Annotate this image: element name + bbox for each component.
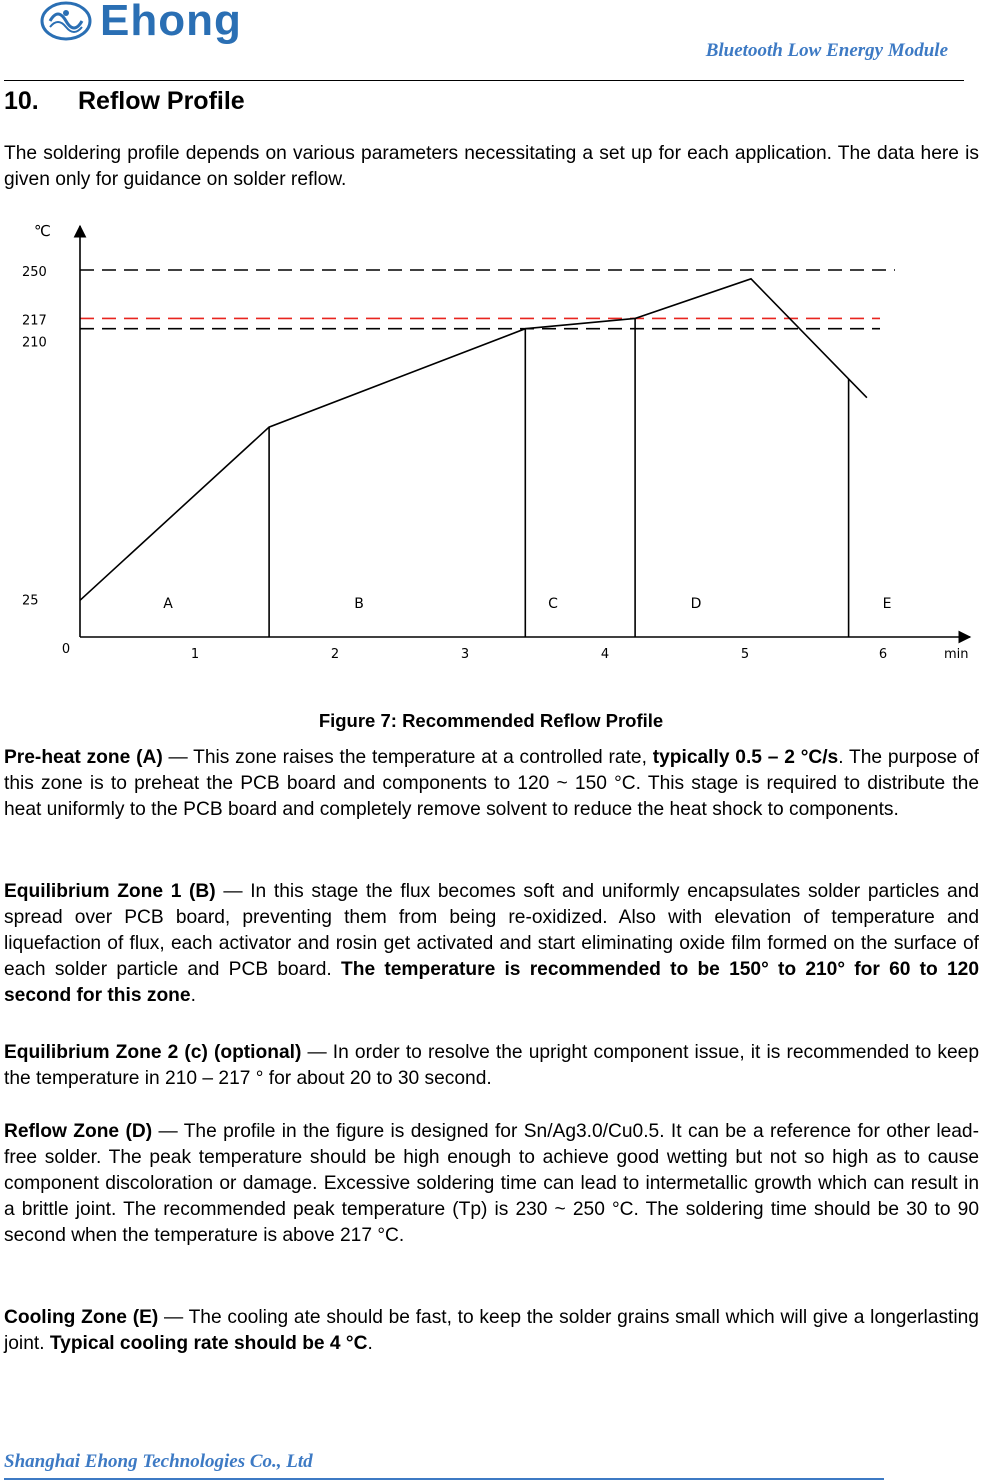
x-tick-label: 6 <box>878 647 888 662</box>
reflow-text: — The profile in the figure is designed for Sn/Ag3.0/Cu0.5. It can be a reference for other lead-free solder. The peak temperature should be high enough to achieve good wetting but not so high as to cause component discoloration or damage. Excessive soldering time can lead to intermetallic growth which can result in a brittle joint. The recommended peak temperature (Tp) is 230 ~ 250 °C. The soldering time should be 30 to 90 second when the temperature is above 217 °C. <box>4 1121 979 1246</box>
cooling-rate: Typical cooling rate should be 4 °C <box>49 1333 368 1354</box>
y-tick-label: 217 <box>22 313 47 329</box>
zone-label-b: B <box>354 596 364 612</box>
preheat-rate: typically 0.5 – 2 °C/s <box>652 747 839 768</box>
reflow-title: Reflow Zone (D) <box>4 1121 153 1142</box>
temperature-profile-line <box>80 279 867 600</box>
document-title: Bluetooth Low Energy Module <box>705 40 948 61</box>
equilibrium-2-text: — In order to resolve the upright component issue, it is recommended to keep the temperature in 210 – 217 ° for about 20 to 30 second. <box>4 1042 979 1089</box>
figure-caption: Figure 7: Recommended Reflow Profile <box>318 710 664 731</box>
preheat-paragraph <box>4 745 979 823</box>
x-axis-unit: min <box>944 647 969 662</box>
section-number: 10. <box>4 87 39 115</box>
section-heading <box>4 87 245 116</box>
ehong-logo-icon <box>38 0 98 44</box>
preheat-text: — This zone raises the temperature at a controlled rate, <box>162 747 653 768</box>
cooling-text: — The cooling ate should be fast, to keep the solder grains small which will give a longerlasting joint. <box>4 1307 979 1354</box>
reflow-paragraph <box>4 1119 979 1249</box>
section-title: Reflow Profile <box>78 87 245 115</box>
equilibrium-2-paragraph <box>4 1040 979 1092</box>
y-tick-label: 25 <box>22 593 39 609</box>
footer-divider <box>4 1478 884 1480</box>
zone-label-c: C <box>548 596 558 612</box>
equilibrium-1-paragraph <box>4 879 979 1009</box>
x-tick-label: 2 <box>330 647 340 662</box>
reflow-profile-chart <box>0 206 982 696</box>
cooling-text-2: . <box>367 1333 373 1354</box>
equilibrium-1-text: — In this stage the flux becomes soft and uniformly encapsulates solder particles and spread over PCB board, preventing them from being re-oxidized. Also with elevation of temperature and liquefaction of flux, each activator and rosin get activated and start eliminating oxide film formed on the surface of each solder particle and PCB board. <box>4 881 979 980</box>
equilibrium-1-text-2: . <box>190 985 196 1006</box>
equilibrium-2-title: Equilibrium Zone 2 (c) (optional) <box>4 1042 302 1063</box>
x-tick-label: 3 <box>460 647 470 662</box>
x-tick-label: 5 <box>740 647 750 662</box>
zone-label-a: A <box>163 596 173 612</box>
zone-label-d: D <box>690 596 702 612</box>
y-tick-label: 210 <box>22 335 47 351</box>
x-tick-label: 1 <box>190 647 200 662</box>
logo-wordmark: Ehong <box>100 0 242 45</box>
x-tick-label: 0 <box>61 642 71 657</box>
y-axis-unit: ℃ <box>34 222 51 240</box>
equilibrium-1-recommendation: The temperature is recommended to be 150° to 210° for 60 to 120 second for this zone <box>4 959 980 1006</box>
cooling-title: Cooling Zone (E) <box>4 1307 159 1328</box>
footer-company: Shanghai Ehong Technologies Co., Ltd <box>4 1451 313 1472</box>
cooling-paragraph <box>4 1305 979 1357</box>
y-tick-label: 250 <box>22 265 47 280</box>
company-logo <box>38 0 268 44</box>
preheat-text-2: . The purpose of this zone is to preheat the PCB board and components to 120 ~ 150 °C. This stage is required to distribute the heat uniformly to the PCB board and completely remove solvent to reduce the heat shock to components. <box>4 747 980 820</box>
intro-paragraph: The soldering profile depends on various parameters necessitating a set up for each application. The data here is given only for guidance on solder reflow. <box>4 143 979 190</box>
equilibrium-1-title: Equilibrium Zone 1 (B) <box>4 881 216 902</box>
zone-label-e: E <box>882 596 892 612</box>
header-divider <box>4 80 964 81</box>
x-tick-label: 4 <box>600 647 610 662</box>
preheat-title: Pre-heat zone (A) <box>4 747 163 768</box>
